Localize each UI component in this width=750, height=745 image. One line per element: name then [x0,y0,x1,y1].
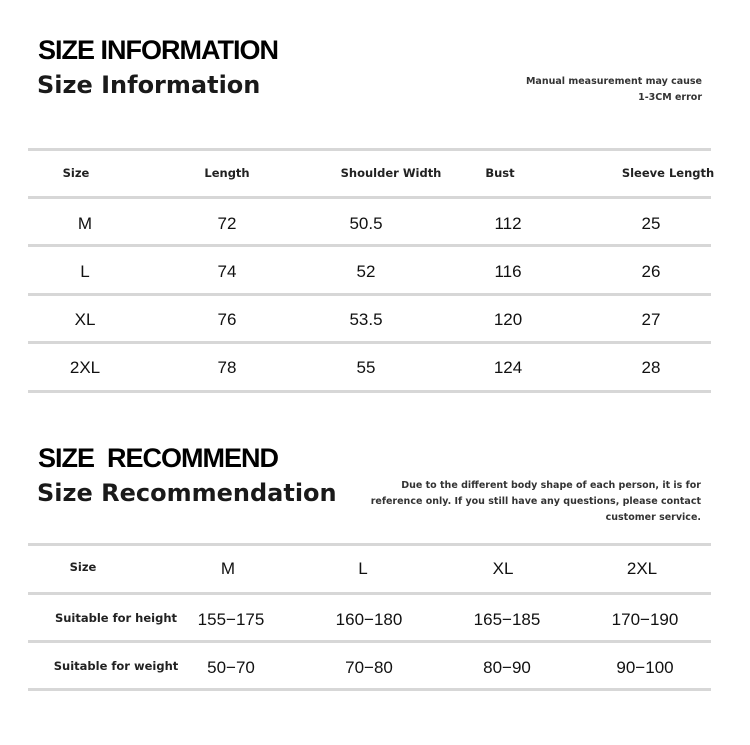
col-header-m: M [220,559,236,578]
col-header-xl: XL [492,559,514,578]
col-header-shoulder-width: Shoulder Width [340,166,442,180]
divider [28,196,711,199]
size-info-heading-upper: SIZE INFORMATION [38,35,278,65]
row-label-weight: Suitable for weight [53,659,179,673]
cell-size: L [80,262,90,281]
cell-sleeve: 26 [641,262,661,281]
cell-size: M [77,214,93,233]
cell-height: 160−180 [335,610,403,629]
size-recommend-note-line1: Due to the different body shape of each person, it is for [401,480,701,491]
cell-sleeve: 27 [641,310,661,329]
row-header-size: Size [69,560,97,574]
cell-size: 2XL [69,358,101,377]
cell-weight: 90−100 [616,658,674,677]
size-recommend-note [371,478,701,526]
cell-bust: 124 [493,358,523,377]
size-info-note [526,74,702,106]
cell-shoulder: 52 [356,262,376,281]
cell-length: 78 [217,358,237,377]
cell-weight: 50−70 [207,658,255,677]
cell-shoulder: 53.5 [349,310,383,329]
size-info-heading: Size Information [37,71,261,99]
cell-bust: 116 [494,262,522,281]
divider [28,390,711,393]
cell-shoulder: 50.5 [349,214,383,233]
divider [28,148,711,151]
cell-weight: 70−80 [345,658,393,677]
cell-length: 74 [217,262,237,281]
col-header-size: Size [62,166,90,180]
divider [28,341,711,344]
divider [28,640,711,643]
divider [28,543,711,546]
size-recommend-heading: Size Recommendation [37,479,337,507]
cell-length: 72 [217,214,237,233]
cell-height: 155−175 [197,610,265,629]
cell-sleeve: 28 [641,358,661,377]
cell-shoulder: 55 [356,358,376,377]
size-info-note-line1: Manual measurement may cause [525,76,702,87]
divider [28,244,711,247]
col-header-l: L [358,559,368,578]
divider [28,592,711,595]
divider [28,688,711,691]
size-recommend-note-line2: reference only. If you still have any questions, please contact [370,496,701,507]
cell-sleeve: 25 [641,214,661,233]
col-header-sleeve-length: Sleeve Length [621,166,715,180]
row-label-height: Suitable for height [54,611,178,625]
cell-bust: 120 [493,310,523,329]
col-header-length: Length [204,166,250,180]
divider [28,293,711,296]
col-header-2xl: 2XL [626,559,658,578]
cell-length: 76 [217,310,237,329]
cell-height: 165−185 [473,610,541,629]
size-info-note-line2: 1-3CM error [638,92,702,103]
cell-bust: 112 [494,214,522,233]
size-recommend-note-line3: customer service. [605,512,701,523]
cell-weight: 80−90 [483,658,531,677]
cell-size: XL [74,310,96,329]
col-header-bust: Bust [485,166,515,180]
cell-height: 170−190 [611,610,679,629]
size-recommend-heading-upper: SIZE RECOMMEND [38,443,279,473]
